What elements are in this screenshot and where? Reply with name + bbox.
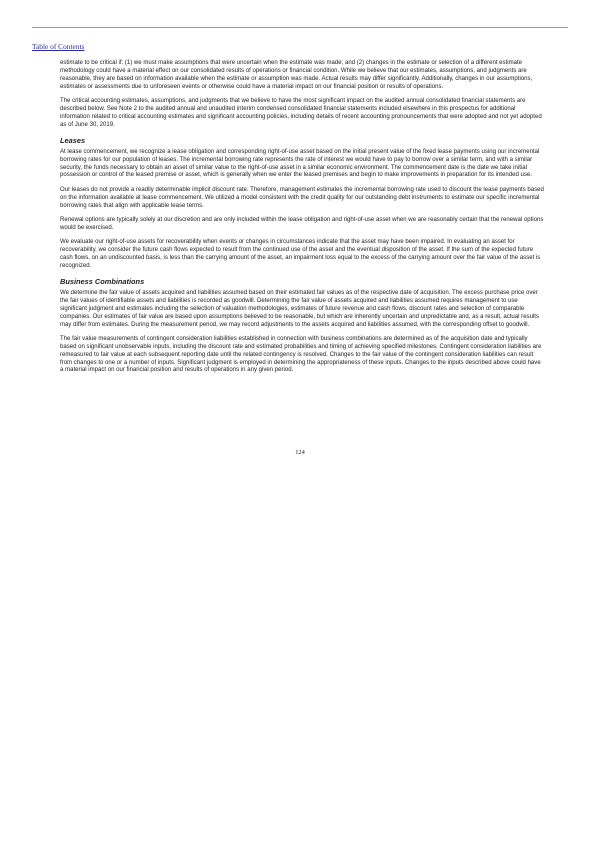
business-combinations-heading: Business Combinations	[60, 277, 145, 287]
page-body	[60, 60, 544, 382]
leases-paragraph-1: At lease commencement, we recognize a lease obligation and corresponding right-of-use asset based on the initial present value of the fixed lease payments using our incremental borrowing rates for our population of leases. The incremental borrowing rate represents the rate of interest we would have to pay to borrow over a similar term, and with a similar security, the funds necessary to obtain an asset of similar value to the right-of-use asset in a similar economic environment. The commencement date is the date we take initial possession or control of the leased premise or asset, which is generally when we enter the leased premises and begin to make improvements in preparation for its intended use.	[60, 148, 540, 179]
table-of-contents-link[interactable]: Table of Contents	[32, 42, 85, 51]
intro-paragraph-1: estimate to be critical if: (1) we must make assumptions that were uncertain when the estimate was made; and (2) changes in the estimate or selection of a different estimate methodology could have a material effect on our consolidated results of operations or financial condition. While we believe that our estimates, assumptions, and judgments are reasonable, they are based on information available when the estimate or assumption was made. Actual results may differ significantly. Additionally, changes in our assumptions, estimates or assessments due to unforeseen events or otherwise could have a material impact on our financial position or results of operations.	[60, 60, 533, 90]
intro-paragraph-2: The critical accounting estimates, assumptions, and judgments that we believe to have the most significant impact on the audited annual consolidated financial statements are described below. See Note 2 to the audited annual and unaudited interim condensed consolidated financial statements included elsewhere in this prospectus for additional information related to critical accounting estimates and significant accounting policies, including details of recent accounting pronouncements that were adopted and not yet adopted as of June 30, 2019.	[60, 97, 542, 128]
leases-paragraph-3: Renewal options are typically solely at our discretion and are only included within the lease obligation and right-of-use asset when we are reasonably certain that the renewal options would be exercised.	[60, 217, 544, 231]
business-combinations-paragraph-2: The fair value measurements of contingent consideration liabilities established in connection with business combinations are determined as of the acquisition date and typically based on significant unobservable inputs, including the discount rate and estimated probabilities and timing of achieving specified milestones. Contingent consideration liabilities are remeasured to fair value at each subsequent reporting date until the related contingency is resolved. Changes to the fair value of the contingent consideration liabilities can result from changes to one or a number of inputs. Significant judgment is employed in determining the appropriateness of these inputs. Changes to the inputs described above could have a material impact on our financial position and results of operations in any given period.	[60, 336, 542, 374]
leases-paragraph-2: Our leases do not provide a readily determinable implicit discount rate. Therefore, management estimates the incremental borrowing rate used to discount the lease payments based on the information available at lease commencement. We utilized a model consistent with the credit quality for our outstanding debt instruments to estimate our specific incremental borrowing rates that align with applicable lease terms.	[60, 186, 544, 209]
leases-heading: Leases	[60, 135, 86, 145]
header-rule	[32, 27, 568, 28]
page-number: 124	[295, 449, 305, 456]
business-combinations-paragraph-1: We determine the fair value of assets acquired and liabilities assumed based on their estimated fair values as of the respective date of acquisition. The excess purchase price over the fair values of identifiable assets and liabilities is recorded as goodwill. Determining the fair value of assets acquired and liabilities assumed requires management to use significant judgment and estimates including the selection of valuation methodologies, estimates of future revenue and cash flows, discount rates and selection of comparable companies. Our estimates of fair value are based upon assumptions believed to be reasonable, but which are inherently uncertain and unpredictable and, as a result, actual results may differ from estimates. During the measurement period, we may record adjustments to the assets acquired and liabilities assumed, with the corresponding offset to goodwill.	[60, 290, 539, 328]
leases-paragraph-4: We evaluate our right-of-use assets for recoverability when events or changes in circumstances indicate that the asset may have been impaired. In evaluating an asset for recoverability, we consider the future cash flows expected to result from the continued use of the asset and the eventual disposition of the asset. If the sum of the expected future cash flows, on an undiscounted basis, is less than the carrying amount of the asset, an impairment loss equal to the excess of the carrying amount over the fair value of the asset is recognized.	[60, 239, 541, 269]
